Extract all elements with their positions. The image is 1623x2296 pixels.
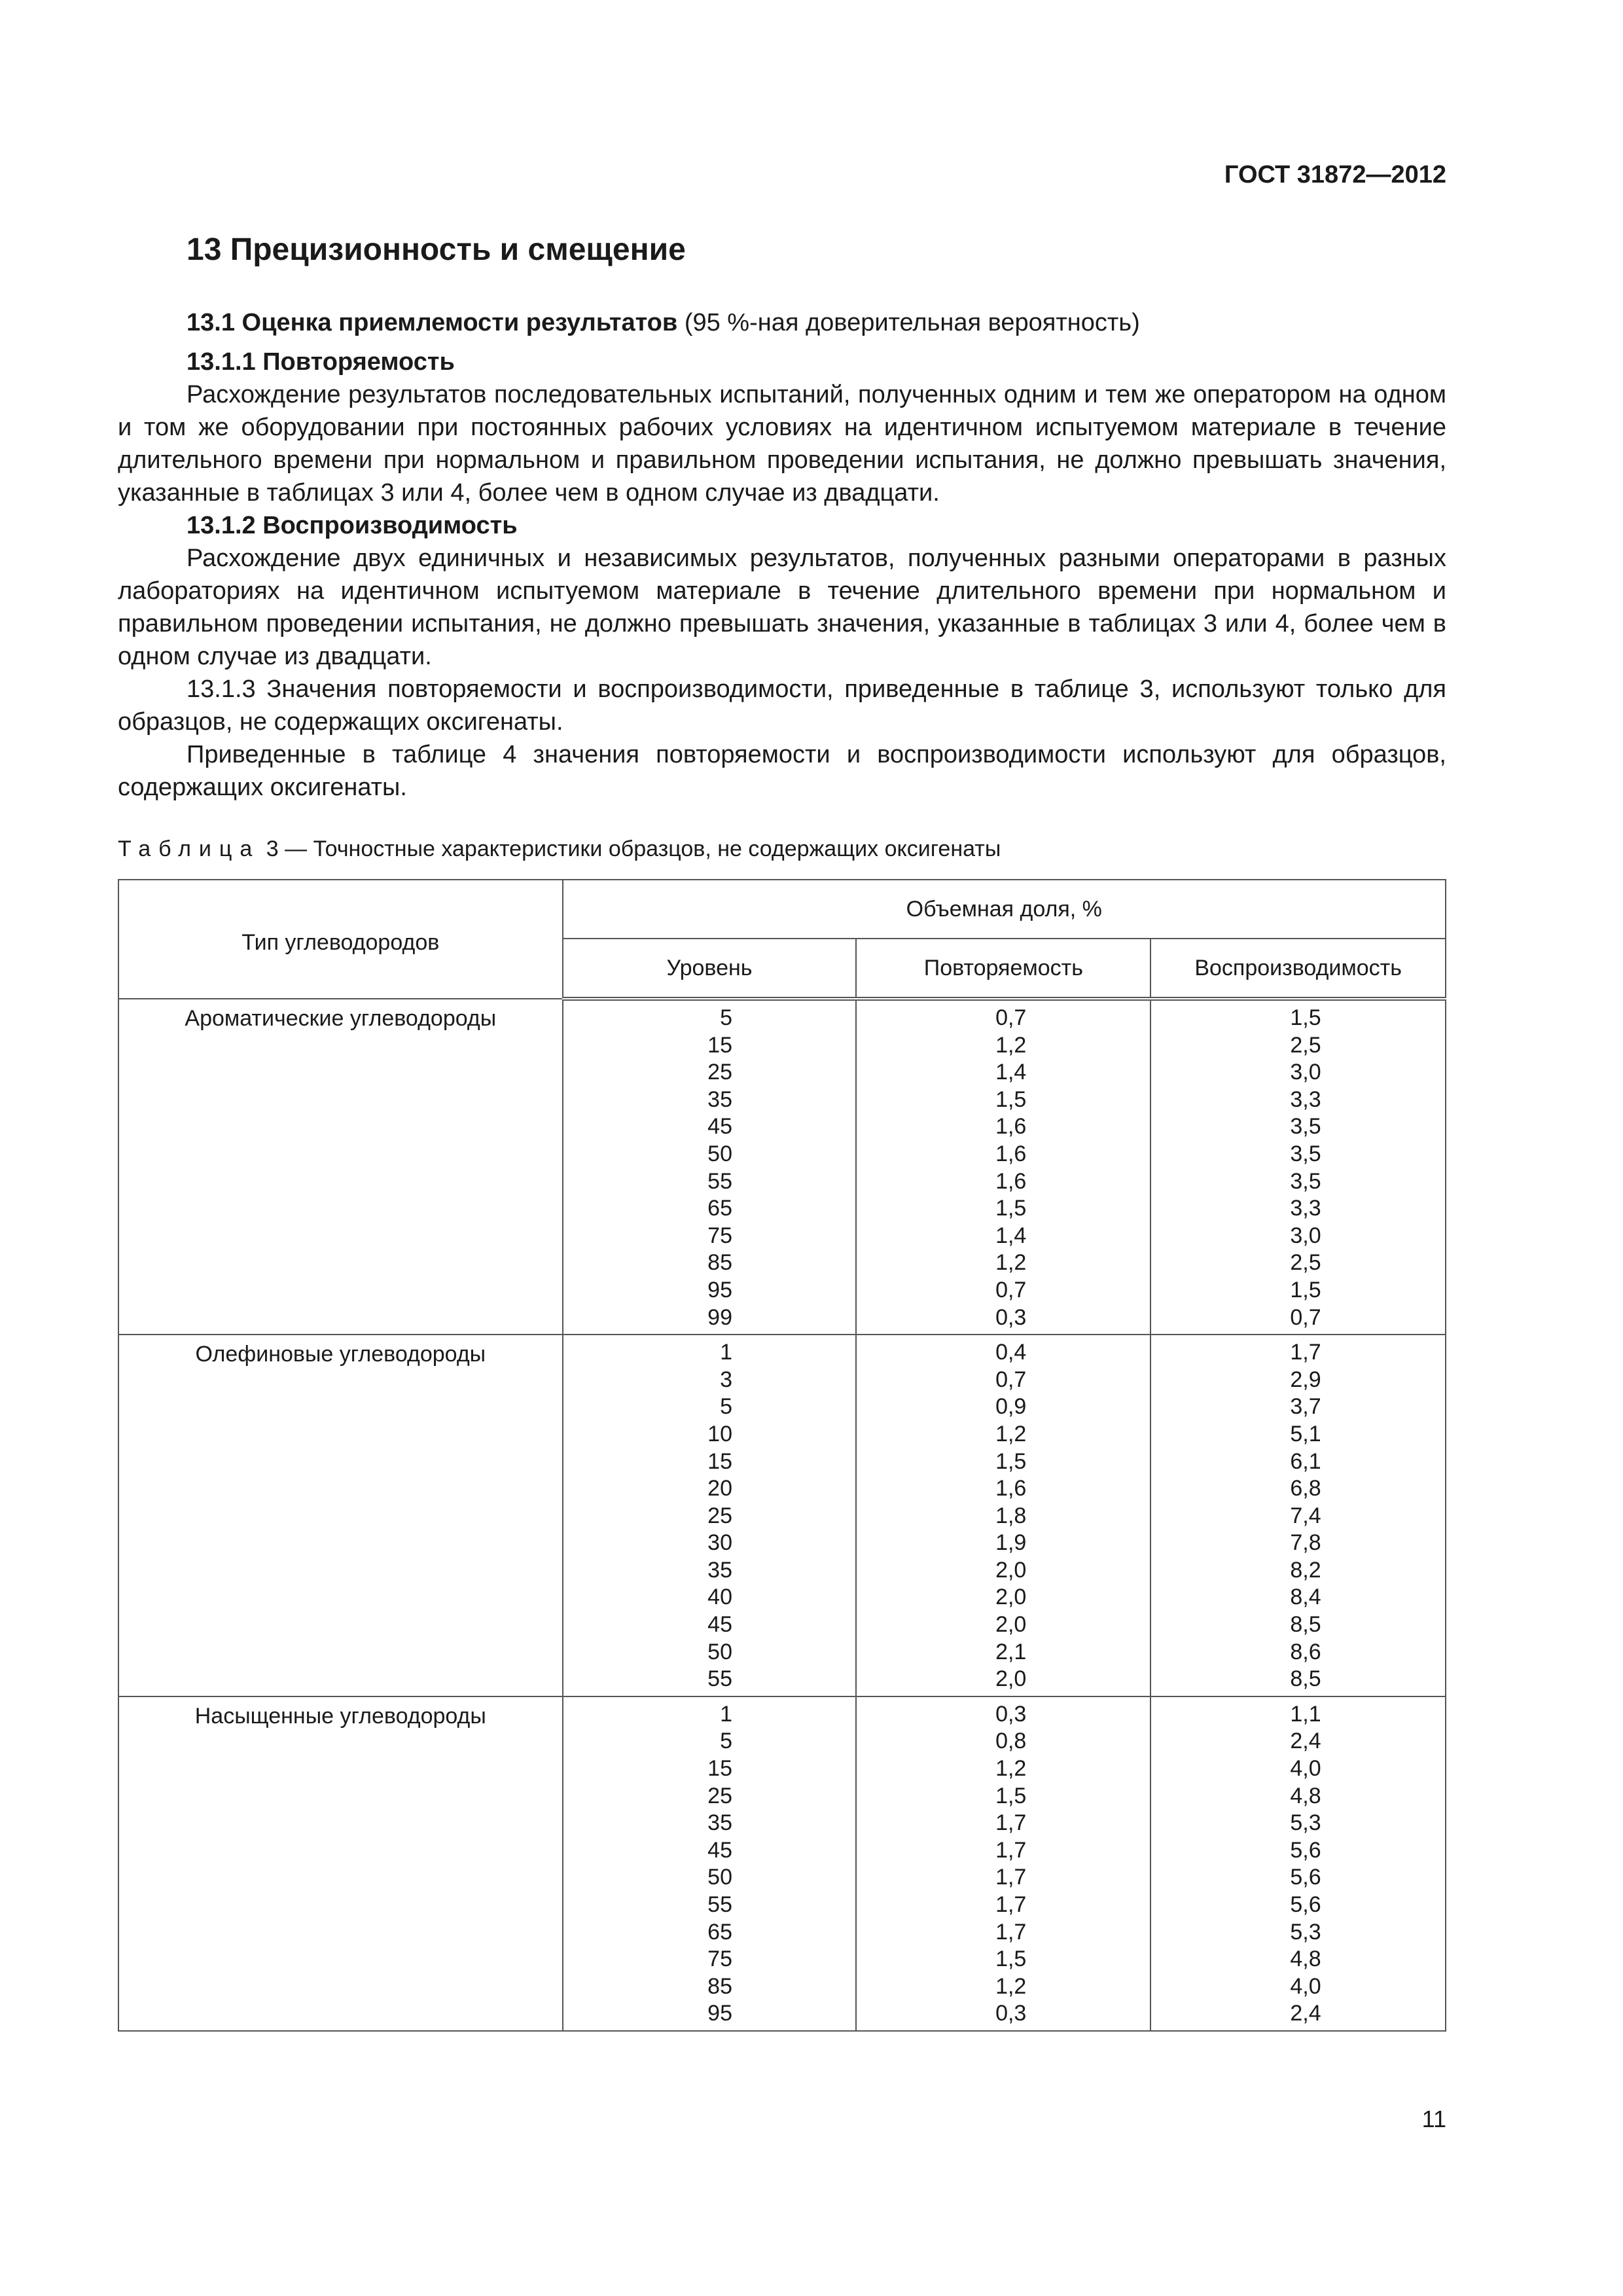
repeat-value: 1,6 [995, 1168, 1027, 1194]
col-level [563, 1696, 857, 2031]
level-value: 50 [707, 1865, 732, 1890]
level-value: 3 [720, 1367, 732, 1392]
document-code: ГОСТ 31872—2012 [1224, 161, 1446, 188]
col-level [563, 1335, 857, 1696]
repeat-value: 0,3 [995, 2001, 1027, 2026]
table-row [118, 1335, 1446, 1696]
repeat-value: 1,7 [995, 1892, 1027, 1917]
reprod-value: 8,5 [1290, 1612, 1321, 1638]
subsection-13-1-2-heading: 13.1.2 Воспроизводимость [187, 512, 518, 539]
paragraph-13-1-3: 13.1.3 Значения повторяемости и воспроизводимости, приведенные в таблице 3, используют только для образцов, не содержащих оксигенаты. [118, 675, 1446, 736]
level-value: 1 [720, 1701, 732, 1727]
repeat-value: 1,5 [995, 1196, 1027, 1221]
level-value: 15 [707, 1756, 732, 1782]
table-body [118, 999, 1446, 2031]
level-value: 65 [707, 1196, 732, 1221]
reprod-value: 5,1 [1290, 1421, 1321, 1446]
level-value: 55 [707, 1666, 732, 1692]
hydrocarbon-type: Насыщенные углеводороды [118, 1696, 563, 2031]
table-row [118, 1696, 1446, 2031]
col-reprod [1150, 1696, 1446, 2031]
level-value: 85 [707, 1973, 732, 1999]
col-level [563, 999, 857, 1335]
repeat-value: 0,8 [995, 1729, 1027, 1754]
repeat-value: 0,3 [995, 1701, 1027, 1727]
reprod-value: 2,5 [1290, 1250, 1321, 1276]
header-repeatability: Повторяемость [856, 939, 1150, 999]
repeat-value: 0,7 [995, 1005, 1027, 1030]
repeat-values [980, 1339, 1026, 1693]
section-title: 13 Прецизионность и смещение [187, 232, 686, 267]
repeat-value: 2,0 [995, 1612, 1027, 1638]
col-reprod [1150, 999, 1446, 1335]
reprod-value: 4,0 [1290, 1756, 1321, 1782]
level-values [687, 1339, 732, 1693]
repeat-value: 1,6 [995, 1141, 1027, 1166]
repeat-values [980, 1005, 1026, 1331]
reprod-value: 5,3 [1290, 1919, 1321, 1945]
repeat-value: 1,9 [995, 1530, 1027, 1556]
level-value: 35 [707, 1557, 732, 1583]
repeat-value: 1,7 [995, 1837, 1027, 1863]
repeat-value: 2,0 [995, 1666, 1027, 1692]
reprod-value: 1,5 [1290, 1277, 1321, 1302]
reprod-values [1275, 1339, 1321, 1693]
level-value: 5 [720, 1394, 732, 1420]
page-number: 11 [1421, 2106, 1446, 2132]
level-value: 25 [707, 1060, 732, 1085]
repeat-value: 0,9 [995, 1394, 1027, 1420]
reprod-value: 3,3 [1290, 1086, 1321, 1112]
repeat-value: 1,4 [995, 1223, 1027, 1248]
repeat-value: 2,1 [995, 1639, 1027, 1664]
level-value: 75 [707, 1946, 732, 1972]
level-value: 95 [707, 1277, 732, 1302]
level-value: 35 [707, 1086, 732, 1112]
reprod-value: 5,6 [1290, 1837, 1321, 1863]
reprod-value: 1,1 [1290, 1701, 1321, 1727]
reprod-value: 2,9 [1290, 1367, 1321, 1392]
level-value: 10 [707, 1421, 732, 1446]
reprod-value: 3,5 [1290, 1114, 1321, 1139]
reprod-value: 3,0 [1290, 1060, 1321, 1085]
header-type: Тип углеводородов [118, 880, 563, 999]
reprod-value: 5,6 [1290, 1865, 1321, 1890]
reproducibility-paragraph: Расхождение двух единичных и независимых результатов, полученных разными операторами в разных лабораториях на идентичном испытуемом материале в течение длительного времени при нормальном и правильном проведении испытания, не должно превышать значения, указанные в таблицах 3 или 4, более чем в одном случае из двадцати. [118, 545, 1446, 670]
repeatability-paragraph: Расхождение результатов последовательных испытаний, полученных одним и тем же оператором на одном и том же оборудовании при постоянных рабочих условиях на идентичном испытуемом материале в течение длительного времени при нормальном и правильном проведении испытания, не должно превышать значения, указанные в таблицах 3 или 4, более чем в одном случае из двадцати. [118, 381, 1446, 507]
reprod-value: 3,0 [1290, 1223, 1321, 1248]
level-value: 20 [707, 1476, 732, 1501]
repeat-value: 0,7 [995, 1367, 1027, 1392]
table-caption [118, 836, 1001, 862]
level-value: 15 [707, 1448, 732, 1474]
level-value: 99 [707, 1304, 732, 1330]
level-value: 95 [707, 2001, 732, 2026]
reprod-value: 6,1 [1290, 1448, 1321, 1474]
hydrocarbon-type: Ароматические углеводороды [118, 999, 563, 1335]
level-value: 75 [707, 1223, 732, 1248]
precision-table [118, 879, 1446, 2032]
hydrocarbon-type: Олефиновые углеводороды [118, 1335, 563, 1696]
subsection-13-1-note: (95 %-ная доверительная вероятность) [677, 309, 1140, 336]
repeat-value: 1,2 [995, 1973, 1027, 1999]
reprod-value: 0,7 [1290, 1304, 1321, 1330]
col-repeat [856, 999, 1150, 1335]
reprod-value: 3,3 [1290, 1196, 1321, 1221]
reprod-value: 7,8 [1290, 1530, 1321, 1556]
col-reprod [1150, 1335, 1446, 1696]
repeat-value: 1,7 [995, 1810, 1027, 1836]
table-caption-title: 3 — Точностные характеристики образцов, не содержащих оксигенаты [260, 836, 1001, 861]
level-value: 50 [707, 1141, 732, 1166]
reprod-value: 3,5 [1290, 1141, 1321, 1166]
level-value: 45 [707, 1612, 732, 1638]
subsection-13-1-heading: 13.1 Оценка приемлемости результатов [187, 309, 678, 336]
reprod-value: 2,5 [1290, 1032, 1321, 1058]
level-value: 15 [707, 1032, 732, 1058]
header-level: Уровень [563, 939, 857, 999]
level-values [687, 1701, 732, 2028]
repeat-value: 2,0 [995, 1557, 1027, 1583]
reprod-values [1275, 1005, 1321, 1331]
subsection-13-1 [118, 306, 1446, 339]
level-value: 35 [707, 1810, 732, 1836]
repeat-value: 1,7 [995, 1865, 1027, 1890]
reprod-value: 5,6 [1290, 1892, 1321, 1917]
level-value: 25 [707, 1783, 732, 1808]
reprod-value: 2,4 [1290, 2001, 1321, 2026]
reprod-value: 8,5 [1290, 1666, 1321, 1692]
header-reproducibility: Воспроизводимость [1150, 939, 1446, 999]
level-value: 5 [720, 1005, 732, 1030]
repeat-value: 1,8 [995, 1503, 1027, 1528]
reprod-value: 8,4 [1290, 1585, 1321, 1610]
reprod-value: 3,5 [1290, 1168, 1321, 1194]
level-value: 55 [707, 1892, 732, 1917]
level-value: 25 [707, 1503, 732, 1528]
table-caption-word: Таблица [118, 836, 260, 861]
reprod-value: 3,7 [1290, 1394, 1321, 1420]
reprod-values [1275, 1701, 1321, 2028]
repeat-value: 1,2 [995, 1756, 1027, 1782]
repeat-value: 1,2 [995, 1032, 1027, 1058]
reprod-value: 2,4 [1290, 1729, 1321, 1754]
repeat-value: 1,2 [995, 1421, 1027, 1446]
level-value: 45 [707, 1837, 732, 1863]
repeat-value: 1,5 [995, 1448, 1027, 1474]
reprod-value: 6,8 [1290, 1476, 1321, 1501]
reprod-value: 4,8 [1290, 1783, 1321, 1808]
reprod-value: 1,7 [1290, 1340, 1321, 1365]
repeat-values [980, 1701, 1026, 2028]
repeat-value: 1,4 [995, 1060, 1027, 1085]
level-value: 50 [707, 1639, 732, 1664]
level-values [687, 1005, 732, 1331]
reprod-value: 7,4 [1290, 1503, 1321, 1528]
repeat-value: 1,5 [995, 1086, 1027, 1112]
section-body [118, 306, 1446, 804]
level-value: 40 [707, 1585, 732, 1610]
repeat-value: 1,5 [995, 1783, 1027, 1808]
reprod-value: 5,3 [1290, 1810, 1321, 1836]
repeat-value: 0,7 [995, 1277, 1027, 1302]
reprod-value: 8,2 [1290, 1557, 1321, 1583]
repeat-value: 1,6 [995, 1476, 1027, 1501]
table-row [118, 999, 1446, 1335]
reprod-value: 1,5 [1290, 1005, 1321, 1030]
level-value: 1 [720, 1340, 732, 1365]
repeat-value: 1,7 [995, 1919, 1027, 1945]
level-value: 45 [707, 1114, 732, 1139]
header-volume-fraction: Объемная доля, % [563, 880, 1446, 939]
level-value: 5 [720, 1729, 732, 1754]
col-repeat [856, 1335, 1150, 1696]
reprod-value: 8,6 [1290, 1639, 1321, 1664]
level-value: 85 [707, 1250, 732, 1276]
paragraph-table-4: Приведенные в таблице 4 значения повторяемости и воспроизводимости используют для образцов, содержащих оксигенаты. [118, 741, 1446, 801]
repeat-value: 2,0 [995, 1585, 1027, 1610]
reprod-value: 4,0 [1290, 1973, 1321, 1999]
level-value: 55 [707, 1168, 732, 1194]
subsection-13-1-1-heading: 13.1.1 Повторяемость [187, 348, 455, 376]
level-value: 65 [707, 1919, 732, 1945]
repeat-value: 1,5 [995, 1946, 1027, 1972]
repeat-value: 1,6 [995, 1114, 1027, 1139]
repeat-value: 1,2 [995, 1250, 1027, 1276]
repeat-value: 0,3 [995, 1304, 1027, 1330]
level-value: 30 [707, 1530, 732, 1556]
reprod-value: 4,8 [1290, 1946, 1321, 1972]
repeat-value: 0,4 [995, 1340, 1027, 1365]
col-repeat [856, 1696, 1150, 2031]
